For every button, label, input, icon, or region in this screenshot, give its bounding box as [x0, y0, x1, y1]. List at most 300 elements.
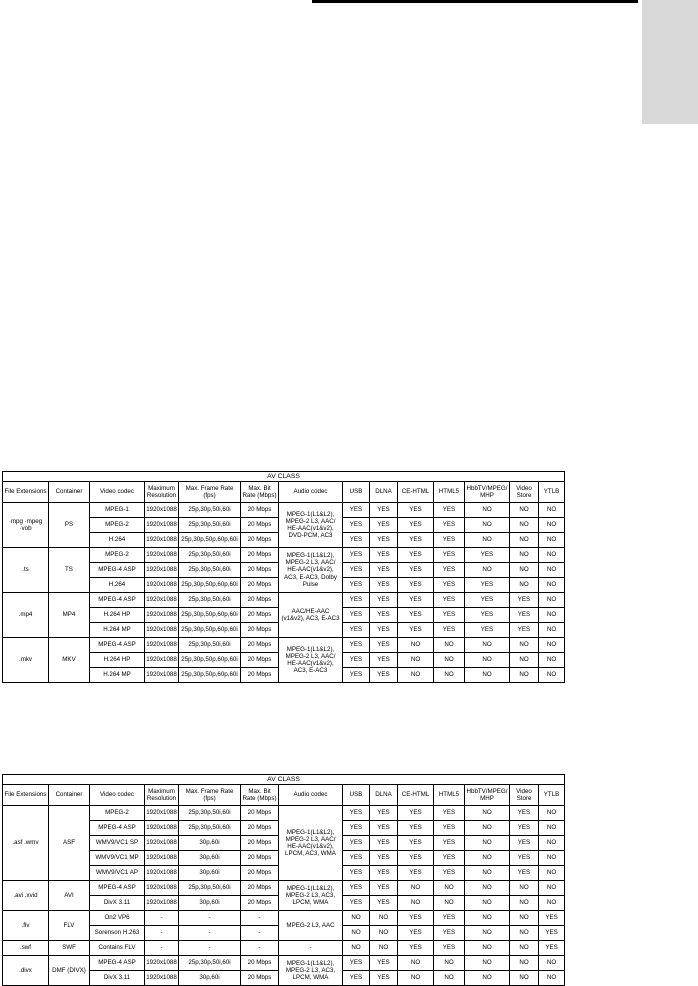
table-cell: NO — [510, 518, 539, 533]
av-class-table-1 — [2, 471, 565, 683]
table-cell: 1920x1088 — [145, 503, 179, 518]
table-cell: NO — [539, 593, 565, 608]
file-extension-cell: ·mpg ·mpeg ·vob — [3, 503, 49, 548]
table-cell: YES — [434, 623, 465, 638]
table-cell: 30p,60i — [179, 896, 241, 911]
table-cell: NO — [434, 653, 465, 668]
file-extension-cell: .mkv — [3, 638, 49, 683]
table-cell: YES — [370, 896, 398, 911]
table-cell: NO — [510, 533, 539, 548]
table-cell: 1920x1088 — [145, 806, 179, 821]
table-cell: YES — [370, 653, 398, 668]
table-row — [3, 956, 565, 971]
audio-codec-cell: AAC/HE-AAC (v1&v2), AC3, E-AC3 — [279, 593, 343, 638]
table-cell: YES — [343, 866, 370, 881]
table-cell: 1920x1088 — [145, 638, 179, 653]
table-cell: YES — [510, 608, 539, 623]
table-cell: 1920x1088 — [145, 548, 179, 563]
table-row — [3, 638, 565, 653]
column-header: Video Store — [510, 482, 539, 503]
table-cell: H.264 — [90, 578, 145, 593]
table-cell: YES — [343, 881, 370, 896]
table-cell: NO — [539, 578, 565, 593]
audio-codec-cell: MPEG-1(L1&L2), MPEG-2 L3, AAC/ HE-AAC(v1&v2), AC3, E-AC3, Dolby Pulse — [279, 548, 343, 593]
table-cell: - — [145, 926, 179, 941]
table-cell: MPEG-4 ASP — [90, 593, 145, 608]
table-cell: NO — [398, 881, 434, 896]
column-header: Max. Frame Rate (fps) — [179, 785, 241, 806]
table-cell: DivX 3.11 — [90, 971, 145, 986]
table-cell: YES — [370, 638, 398, 653]
table-cell: YES — [370, 608, 398, 623]
container-cell: ASF — [49, 806, 90, 881]
table-cell: YES — [343, 593, 370, 608]
table-cell: NO — [539, 851, 565, 866]
table-cell: MPEG-1 — [90, 503, 145, 518]
table-cell: 20 Mbps — [241, 851, 279, 866]
table-cell: NO — [510, 941, 539, 956]
table-cell: NO — [539, 608, 565, 623]
table-row — [3, 941, 565, 956]
table-cell: YES — [434, 911, 465, 926]
column-header: YTLB — [539, 482, 565, 503]
table-cell: 1920x1088 — [145, 653, 179, 668]
table-cell: 20 Mbps — [241, 881, 279, 896]
table-cell: YES — [398, 821, 434, 836]
table-cell: 25p,30p,50p,60p,60i — [179, 578, 241, 593]
table-cell: 30p,60i — [179, 851, 241, 866]
table-cell: 1920x1088 — [145, 821, 179, 836]
column-header: HTML5 — [434, 482, 465, 503]
table-cell: NO — [398, 896, 434, 911]
table-row — [3, 911, 565, 926]
table-cell: 20 Mbps — [241, 548, 279, 563]
table-cell: 1920x1088 — [145, 578, 179, 593]
table-cell: NO — [510, 503, 539, 518]
column-header: Container — [49, 482, 90, 503]
table-cell: 1920x1088 — [145, 956, 179, 971]
table-cell: 20 Mbps — [241, 806, 279, 821]
table-cell: 25p,30p,50p,60p,60i — [179, 608, 241, 623]
table-cell: - — [241, 941, 279, 956]
table-cell: NO — [510, 896, 539, 911]
table-cell: 25p,30p,50p,60p,60i — [179, 533, 241, 548]
table-cell: YES — [343, 956, 370, 971]
table-cell: NO — [465, 911, 510, 926]
table-cell: YES — [434, 926, 465, 941]
table-cell: WMV9/VC1 MP — [90, 851, 145, 866]
table-cell: 30p,60i — [179, 866, 241, 881]
table-cell: YES — [370, 971, 398, 986]
container-cell: MKV — [49, 638, 90, 683]
table-cell: YES — [370, 503, 398, 518]
audio-codec-cell: MPEG-1(L1&L2), MPEG-2 L3, AC3, LPCM, WMA — [279, 881, 343, 911]
table-cell: YES — [370, 836, 398, 851]
audio-codec-cell: - — [279, 941, 343, 956]
table-cell: YES — [370, 533, 398, 548]
audio-codec-cell: MPEG-2 L3, AAC — [279, 911, 343, 941]
table-cell: YES — [370, 866, 398, 881]
table-cell: 30p,60i — [179, 971, 241, 986]
file-extension-cell: .flv — [3, 911, 49, 941]
table-cell: YES — [539, 926, 565, 941]
table-cell: YES — [398, 548, 434, 563]
column-header: DLNA — [370, 482, 398, 503]
table-cell: - — [179, 941, 241, 956]
column-header: Maximum Resolution — [145, 785, 179, 806]
table-cell: 1920x1088 — [145, 668, 179, 683]
table-cell: NO — [465, 836, 510, 851]
table-cell: 20 Mbps — [241, 836, 279, 851]
table-cell: MPEG-4 ASP — [90, 881, 145, 896]
table-cell: NO — [539, 881, 565, 896]
table-cell: YES — [370, 593, 398, 608]
table-cell: NO — [539, 896, 565, 911]
table-cell: YES — [343, 806, 370, 821]
table-cell: 1920x1088 — [145, 851, 179, 866]
table-cell: - — [179, 911, 241, 926]
table-cell: NO — [398, 956, 434, 971]
table-cell: 20 Mbps — [241, 668, 279, 683]
table-cell: NO — [343, 926, 370, 941]
file-extension-cell: .divx — [3, 956, 49, 986]
table-cell: 20 Mbps — [241, 623, 279, 638]
table-cell: 25p,30p,50i,60i — [179, 548, 241, 563]
table-cell: 1920x1088 — [145, 533, 179, 548]
table-cell: YES — [370, 821, 398, 836]
table-cell: Contains FLV — [90, 941, 145, 956]
column-header: File Extensions — [3, 482, 49, 503]
table-cell: - — [241, 926, 279, 941]
table-cell: NO — [465, 821, 510, 836]
table-cell: NO — [465, 668, 510, 683]
table-cell: MPEG-2 — [90, 806, 145, 821]
table-cell: H.264 MP — [90, 623, 145, 638]
table-cell: YES — [398, 533, 434, 548]
table-cell: YES — [370, 881, 398, 896]
table-cell: NO — [465, 926, 510, 941]
table-cell: NO — [343, 941, 370, 956]
audio-codec-cell: MPEG-1(L1&L2), MPEG-2 L3, AAC/ HE-AAC(v1&v2), AC3, E-AC3 — [279, 638, 343, 683]
table-cell: YES — [343, 578, 370, 593]
column-header: Video Store — [510, 785, 539, 806]
table-cell: NO — [510, 638, 539, 653]
table-cell: 1920x1088 — [145, 518, 179, 533]
table-cell: YES — [434, 821, 465, 836]
table-cell: NO — [398, 971, 434, 986]
table-cell: 20 Mbps — [241, 821, 279, 836]
table-cell: NO — [465, 638, 510, 653]
table-cell: NO — [465, 503, 510, 518]
table-cell: DivX 3.11 — [90, 896, 145, 911]
table-cell: YES — [398, 866, 434, 881]
table-cell: MPEG-2 — [90, 518, 145, 533]
table-cell: 1920x1088 — [145, 593, 179, 608]
table-cell: NO — [465, 518, 510, 533]
container-cell: PS — [49, 503, 90, 548]
table-cell: YES — [343, 668, 370, 683]
table-cell: - — [241, 911, 279, 926]
table-cell: YES — [370, 563, 398, 578]
table-cell: 1920x1088 — [145, 608, 179, 623]
column-header: Maximum Resolution — [145, 482, 179, 503]
table-cell: NO — [434, 881, 465, 896]
table-cell: YES — [539, 941, 565, 956]
table-cell: YES — [434, 518, 465, 533]
table-cell: YES — [398, 926, 434, 941]
table-cell: NO — [539, 533, 565, 548]
table-cell: 30p,60i — [179, 836, 241, 851]
table-cell: 20 Mbps — [241, 866, 279, 881]
table-cell: NO — [434, 971, 465, 986]
table-cell: H.264 — [90, 533, 145, 548]
column-header: CE-HTML — [398, 482, 434, 503]
table-cell: YES — [510, 593, 539, 608]
table-cell: YES — [398, 563, 434, 578]
table-cell: 1920x1088 — [145, 836, 179, 851]
table-cell: YES — [434, 836, 465, 851]
table-cell: NO — [539, 836, 565, 851]
table-cell: YES — [370, 548, 398, 563]
table-cell: NO — [370, 941, 398, 956]
column-header: HbbTV/MPEG/ MHP — [465, 482, 510, 503]
column-header: Video codec — [90, 785, 145, 806]
table-cell: 1920x1088 — [145, 563, 179, 578]
table-cell: NO — [539, 518, 565, 533]
table-cell: 1920x1088 — [145, 881, 179, 896]
table-cell: NO — [465, 941, 510, 956]
table-cell: YES — [434, 608, 465, 623]
table-cell: NO — [370, 911, 398, 926]
table-cell: NO — [539, 806, 565, 821]
table-cell: H.264 MP — [90, 668, 145, 683]
table-cell: NO — [343, 911, 370, 926]
table-cell: NO — [539, 653, 565, 668]
table-cell: YES — [510, 836, 539, 851]
table-cell: NO — [465, 851, 510, 866]
table-cell: NO — [539, 668, 565, 683]
table-cell: NO — [465, 956, 510, 971]
table-cell: YES — [434, 866, 465, 881]
table-cell: YES — [510, 866, 539, 881]
table-cell: MPEG-4 ASP — [90, 956, 145, 971]
file-extension-cell: .asf .wmv — [3, 806, 49, 881]
container-cell: DMF (DIVX) — [49, 956, 90, 986]
table-cell: YES — [510, 821, 539, 836]
table-cell: 25p,30p,50i,60i — [179, 881, 241, 896]
table-cell: NO — [539, 563, 565, 578]
table-cell: NO — [539, 638, 565, 653]
table-cell: YES — [434, 503, 465, 518]
table-cell: YES — [398, 503, 434, 518]
table-cell: NO — [465, 653, 510, 668]
file-extension-cell: .ts — [3, 548, 49, 593]
table-cell: YES — [434, 578, 465, 593]
table-cell: 25p,30p,50p,60p,60i — [179, 668, 241, 683]
table-cell: YES — [539, 911, 565, 926]
column-header: Max. Frame Rate (fps) — [179, 482, 241, 503]
table-row — [3, 881, 565, 896]
column-header: HbbTV/MPEG/ MHP — [465, 785, 510, 806]
table-cell: NO — [510, 668, 539, 683]
table-cell: 1920x1088 — [145, 896, 179, 911]
table-cell: On2 VP6 — [90, 911, 145, 926]
table-cell: 25p,30p,50i,60i — [179, 821, 241, 836]
table-cell: NO — [465, 866, 510, 881]
table-cell: NO — [465, 533, 510, 548]
table-cell: NO — [510, 653, 539, 668]
table-row — [3, 593, 565, 608]
column-header: File Extensions — [3, 785, 49, 806]
table-cell: 25p,30p,50i,60i — [179, 518, 241, 533]
file-extension-cell: .avi .xvid — [3, 881, 49, 911]
table-cell: - — [145, 941, 179, 956]
column-header: Max. Bit Rate (Mbps) — [241, 785, 279, 806]
table-cell: YES — [398, 911, 434, 926]
side-tab — [642, 0, 698, 124]
table-cell: NO — [510, 578, 539, 593]
table-cell: 20 Mbps — [241, 593, 279, 608]
table-row — [3, 806, 565, 821]
table-cell: 25p,30p,50i,60i — [179, 503, 241, 518]
audio-codec-cell: MPEG-1(L1&L2), MPEG-2 L3, AAC/ HE-AAC(v1&v2), LPCM, AC3, WMA — [279, 806, 343, 881]
table-cell: YES — [434, 548, 465, 563]
table-cell: YES — [343, 638, 370, 653]
table-cell: 25p,30p,50i,60i — [179, 563, 241, 578]
table-cell: YES — [370, 851, 398, 866]
table-cell: YES — [370, 518, 398, 533]
container-cell: AVI — [49, 881, 90, 911]
table-cell: NO — [539, 866, 565, 881]
column-header: Container — [49, 785, 90, 806]
table-cell: MPEG-4 ASP — [90, 563, 145, 578]
table-cell: NO — [539, 548, 565, 563]
table-cell: YES — [343, 836, 370, 851]
container-cell: MP4 — [49, 593, 90, 638]
table-cell: YES — [343, 608, 370, 623]
column-header: Max. Bit Rate (Mbps) — [241, 482, 279, 503]
table-cell: NO — [465, 806, 510, 821]
table-cell: NO — [398, 638, 434, 653]
audio-codec-cell: MPEG-1(L1&L2), MPEG-2 L3, AAC/ HE-AAC(v1&v2), DVD-PCM, AC3 — [279, 503, 343, 548]
table-cell: 25p,30p,50i,60i — [179, 593, 241, 608]
table-cell: 20 Mbps — [241, 956, 279, 971]
table-cell: 20 Mbps — [241, 653, 279, 668]
table-cell: NO — [510, 911, 539, 926]
column-header: USB — [343, 482, 370, 503]
table-cell: YES — [434, 533, 465, 548]
table-cell: YES — [398, 851, 434, 866]
table-cell: YES — [398, 518, 434, 533]
table-cell: 20 Mbps — [241, 518, 279, 533]
table-cell: NO — [398, 653, 434, 668]
table-cell: MPEG-4 ASP — [90, 638, 145, 653]
table-cell: Sorenson H.263 — [90, 926, 145, 941]
table-cell: YES — [434, 851, 465, 866]
table-cell: NO — [510, 563, 539, 578]
container-cell: FLV — [49, 911, 90, 941]
table-cell: YES — [370, 623, 398, 638]
table-cell: H.264 HP — [90, 608, 145, 623]
column-header: Audio codec — [279, 482, 343, 503]
table-cell: MPEG-2 — [90, 548, 145, 563]
table-cell: 1920x1088 — [145, 866, 179, 881]
table-cell: YES — [398, 593, 434, 608]
table-cell: YES — [434, 593, 465, 608]
table-cell: YES — [343, 971, 370, 986]
table-title: AV CLASS — [3, 472, 565, 482]
table-cell: YES — [343, 518, 370, 533]
table-cell: YES — [343, 653, 370, 668]
table-cell: NO — [539, 821, 565, 836]
table-cell: YES — [370, 806, 398, 821]
table-cell: NO — [434, 638, 465, 653]
file-extension-cell: .swf — [3, 941, 49, 956]
table-row — [3, 503, 565, 518]
table-cell: YES — [465, 623, 510, 638]
table-cell: YES — [370, 956, 398, 971]
table-cell: YES — [510, 851, 539, 866]
table-cell: NO — [465, 563, 510, 578]
table-cell: YES — [434, 806, 465, 821]
table-cell: NO — [510, 881, 539, 896]
table-cell: 20 Mbps — [241, 578, 279, 593]
table-cell: 20 Mbps — [241, 896, 279, 911]
table-cell: WMV9/VC1 SP — [90, 836, 145, 851]
table-row — [3, 548, 565, 563]
table-cell: YES — [370, 668, 398, 683]
table-cell: 1920x1088 — [145, 971, 179, 986]
table-cell: 20 Mbps — [241, 638, 279, 653]
table-cell: YES — [343, 851, 370, 866]
table-cell: YES — [343, 896, 370, 911]
column-header: DLNA — [370, 785, 398, 806]
table-cell: NO — [434, 668, 465, 683]
table-cell: NO — [465, 971, 510, 986]
table-title: AV CLASS — [3, 775, 565, 785]
table-cell: YES — [398, 806, 434, 821]
table-cell: 25p,30p,50i,60i — [179, 806, 241, 821]
header-rule — [312, 0, 638, 3]
table-cell: YES — [370, 578, 398, 593]
table-cell: NO — [510, 956, 539, 971]
table-cell: YES — [465, 548, 510, 563]
file-extension-cell: .mp4 — [3, 593, 49, 638]
table-cell: NO — [465, 896, 510, 911]
table-cell: YES — [398, 836, 434, 851]
table-cell: 20 Mbps — [241, 608, 279, 623]
container-cell: SWF — [49, 941, 90, 956]
column-header: HTML5 — [434, 785, 465, 806]
audio-codec-cell: MPEG-1(L1&L2), MPEG-2 L3, AC3, LPCM, WMA — [279, 956, 343, 986]
table-cell: MPEG-4 ASP — [90, 821, 145, 836]
table-cell: YES — [343, 821, 370, 836]
table-cell: YES — [398, 941, 434, 956]
table-cell: YES — [398, 578, 434, 593]
table-cell: 25p,30p,50i,60i — [179, 638, 241, 653]
column-header: Video codec — [90, 482, 145, 503]
table-cell: YES — [343, 623, 370, 638]
table-cell: YES — [465, 593, 510, 608]
table-cell: NO — [539, 956, 565, 971]
column-header: YTLB — [539, 785, 565, 806]
table-cell: NO — [539, 971, 565, 986]
table-cell: YES — [398, 623, 434, 638]
table-cell: YES — [434, 941, 465, 956]
table-cell: YES — [465, 608, 510, 623]
table-cell: 25p,30p,50i,60i — [179, 956, 241, 971]
table-cell: NO — [434, 956, 465, 971]
